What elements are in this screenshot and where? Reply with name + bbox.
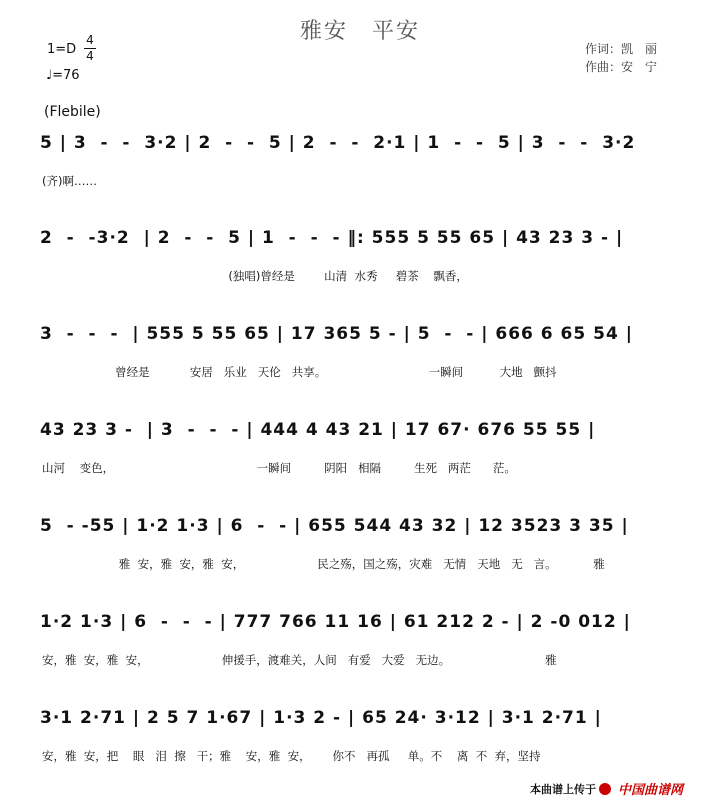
time-sig-bottom: 4 bbox=[86, 49, 94, 63]
notation-line: 43 23 3 - | 3 - - - | 444 4 43 21 | 17 67· 676 55 55 | bbox=[40, 420, 596, 440]
lyric-line: 安，雅 安，雅 安， 伸援手，渡难关，人间 有爱 大爱 无边。 雅 bbox=[42, 653, 557, 667]
notation-line: 5 | 3 - - 3·2 | 2 - - 5 | 2 - - 2·1 | 1 - - 5 | 3 - - 3·2 bbox=[40, 133, 636, 153]
notation-line: 3·1 2·71 | 2 5 7 1·67 | 1·3 2 - | 65 24· 3·12 | 3·1 2·71 | bbox=[40, 708, 602, 728]
site-name[interactable]: 中国曲谱网 bbox=[618, 783, 684, 798]
key-signature: 1=D bbox=[47, 42, 77, 57]
composer-credit: 作曲：安 宁 bbox=[585, 60, 658, 74]
lyricist-credit: 作词：凯 丽 bbox=[585, 42, 658, 56]
lyric-line: (齐)啊…… bbox=[42, 174, 97, 188]
footer-text: 本曲谱上传于 bbox=[530, 782, 596, 796]
site-logo-icon bbox=[599, 783, 611, 795]
notation-line: 1·2 1·3 | 6 - - - | 777 766 11 16 | 61 212 2 - | 2 -0 012 | bbox=[40, 612, 631, 632]
notation-line: 2 - -3·2 | 2 - - 5 | 1 - - - ‖: 555 5 55 65 | 43 23 3 - | bbox=[40, 228, 624, 248]
expression-marking: (Flebile) bbox=[44, 104, 101, 120]
notation-line: 3 - - - | 555 5 55 65 | 17 365 5 - | 5 - - | 666 6 65 54 | bbox=[40, 324, 633, 344]
time-signature bbox=[84, 34, 96, 63]
lyric-line: 曾经是 安居 乐业 天伦 共享。 一瞬间 大地 颤抖 bbox=[42, 365, 557, 379]
time-sig-top: 4 bbox=[86, 33, 94, 47]
tempo-marking: ♩=76 bbox=[46, 68, 80, 83]
lyric-line: 安，雅 安，把 眼 泪 擦 干；雅 安，雅 安， 你不 再孤 单。不 离 不 弃，坚持 bbox=[42, 749, 541, 763]
lyric-line: 雅 安，雅 安，雅 安， 民之殇，国之殇，灾难 无情 天地 无 言。 雅 bbox=[42, 557, 605, 571]
lyric-line: (独唱)曾经是 山清 水秀 碧茶 飘香， bbox=[42, 269, 468, 283]
notation-line: 5 - -55 | 1·2 1·3 | 6 - - | 655 544 43 32 | 12 3523 3 35 | bbox=[40, 516, 629, 536]
lyric-line: 山河 变色， 一瞬间 阴阳 相隔 生死 两茫 茫。 bbox=[42, 461, 516, 475]
song-title: 雅安 平安 bbox=[299, 19, 420, 44]
upload-footer bbox=[530, 779, 683, 798]
